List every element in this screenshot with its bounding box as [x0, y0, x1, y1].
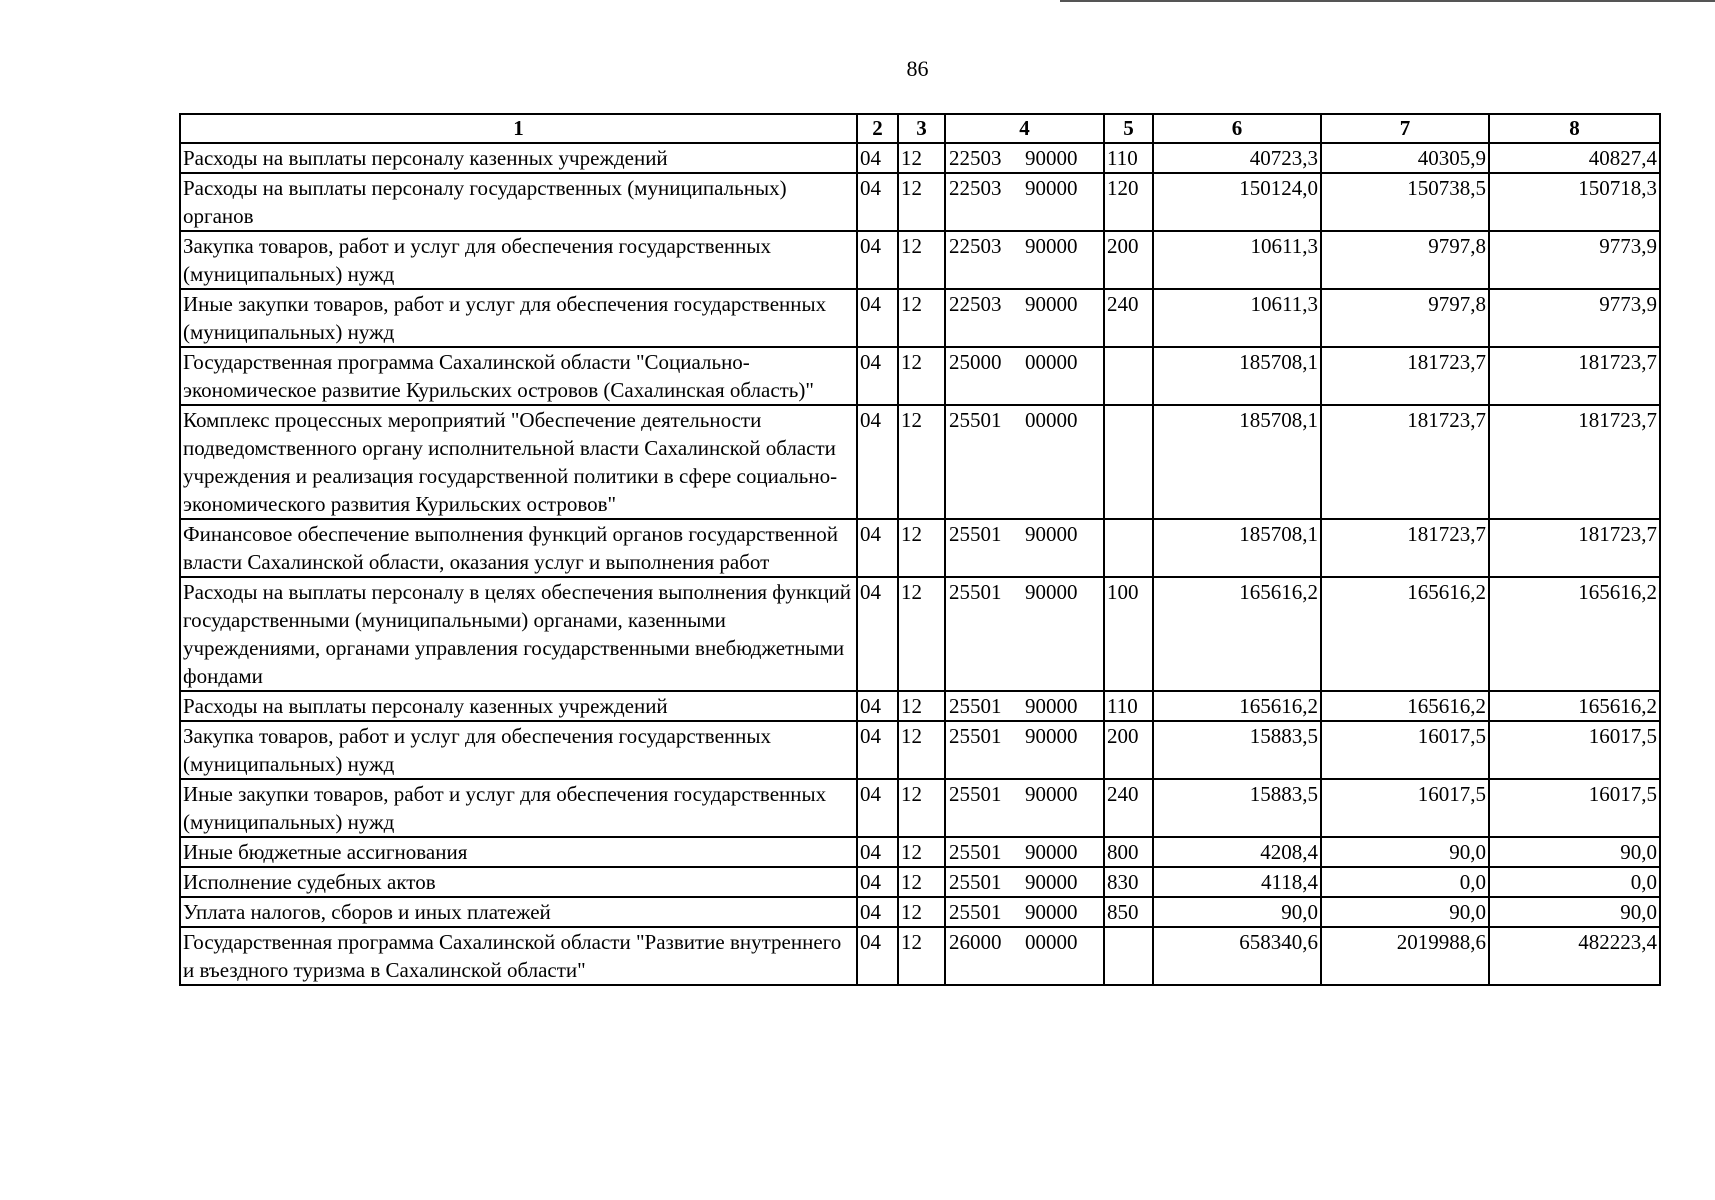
amount-col-8: 0,0 [1489, 867, 1660, 897]
section-code: 04 [857, 837, 898, 867]
page-number: 86 [906, 56, 929, 81]
expense-type-code: 120 [1104, 173, 1153, 231]
expense-type-code: 200 [1104, 721, 1153, 779]
table-body [180, 143, 1660, 985]
target-article-code [945, 347, 1104, 405]
target-article-code [945, 577, 1104, 691]
direction-code: 90000 [1025, 900, 1078, 924]
program-code: 25000 [949, 350, 1002, 374]
scan-edge-line [1060, 0, 1715, 2]
target-article-code [945, 231, 1104, 289]
row-name: Расходы на выплаты персоналу в целях обеспечения выполнения функций государственными (муниципальными) органами, казенными учреждениями, органами управления государственными внебюджетными фондами [180, 577, 857, 691]
amount-col-6: 150124,0 [1153, 173, 1321, 231]
table-row [180, 897, 1660, 927]
target-article-code [945, 927, 1104, 985]
program-code: 25501 [949, 900, 1002, 924]
column-header-3: 3 [898, 114, 945, 143]
row-name: Уплата налогов, сборов и иных платежей [180, 897, 857, 927]
table-row [180, 289, 1660, 347]
expense-type-code [1104, 519, 1153, 577]
amount-col-8: 16017,5 [1489, 721, 1660, 779]
program-code: 25501 [949, 870, 1002, 894]
amount-col-8: 9773,9 [1489, 289, 1660, 347]
program-code: 25501 [949, 694, 1002, 718]
table-row [180, 577, 1660, 691]
row-name: Закупка товаров, работ и услуг для обеспечения государственных (муниципальных) нужд [180, 231, 857, 289]
row-name: Государственная программа Сахалинской области "Социально-экономическое развитие Курильских островов (Сахалинская область)" [180, 347, 857, 405]
amount-col-8: 482223,4 [1489, 927, 1660, 985]
subsection-code: 12 [898, 577, 945, 691]
amount-col-6: 185708,1 [1153, 347, 1321, 405]
row-name: Исполнение судебных актов [180, 867, 857, 897]
section-code: 04 [857, 779, 898, 837]
amount-col-8: 90,0 [1489, 897, 1660, 927]
subsection-code: 12 [898, 173, 945, 231]
subsection-code: 12 [898, 289, 945, 347]
section-code: 04 [857, 289, 898, 347]
subsection-code: 12 [898, 691, 945, 721]
amount-col-8: 150718,3 [1489, 173, 1660, 231]
amount-col-6: 185708,1 [1153, 519, 1321, 577]
amount-col-7: 181723,7 [1321, 347, 1489, 405]
table-row [180, 347, 1660, 405]
expense-type-code: 110 [1104, 143, 1153, 173]
direction-code: 90000 [1025, 292, 1078, 316]
direction-code: 90000 [1025, 234, 1078, 258]
amount-col-8: 165616,2 [1489, 577, 1660, 691]
amount-col-8: 9773,9 [1489, 231, 1660, 289]
amount-col-7: 9797,8 [1321, 289, 1489, 347]
section-code: 04 [857, 519, 898, 577]
expense-type-code: 830 [1104, 867, 1153, 897]
subsection-code: 12 [898, 143, 945, 173]
direction-code: 90000 [1025, 146, 1078, 170]
section-code: 04 [857, 691, 898, 721]
direction-code: 90000 [1025, 724, 1078, 748]
expense-type-code: 110 [1104, 691, 1153, 721]
direction-code: 00000 [1025, 408, 1078, 432]
row-name: Комплекс процессных мероприятий "Обеспечение деятельности подведомственного органу исполнительной власти Сахалинской области учреждения и реализация государственной политики в сфере социально-экономического развития Курильских островов" [180, 405, 857, 519]
section-code: 04 [857, 231, 898, 289]
subsection-code: 12 [898, 897, 945, 927]
expense-type-code [1104, 347, 1153, 405]
table-row [180, 143, 1660, 173]
amount-col-7: 150738,5 [1321, 173, 1489, 231]
subsection-code: 12 [898, 927, 945, 985]
subsection-code: 12 [898, 837, 945, 867]
direction-code: 90000 [1025, 522, 1078, 546]
direction-code: 90000 [1025, 580, 1078, 604]
program-code: 26000 [949, 930, 1002, 954]
amount-col-8: 181723,7 [1489, 519, 1660, 577]
expense-type-code: 850 [1104, 897, 1153, 927]
section-code: 04 [857, 897, 898, 927]
amount-col-7: 90,0 [1321, 837, 1489, 867]
target-article-code [945, 519, 1104, 577]
amount-col-8: 16017,5 [1489, 779, 1660, 837]
column-header-7: 7 [1321, 114, 1489, 143]
subsection-code: 12 [898, 779, 945, 837]
target-article-code [945, 691, 1104, 721]
amount-col-7: 181723,7 [1321, 405, 1489, 519]
section-code: 04 [857, 927, 898, 985]
amount-col-6: 10611,3 [1153, 289, 1321, 347]
target-article-code [945, 405, 1104, 519]
target-article-code [945, 837, 1104, 867]
section-code: 04 [857, 577, 898, 691]
table-row [180, 519, 1660, 577]
column-header-4: 4 [945, 114, 1104, 143]
subsection-code: 12 [898, 347, 945, 405]
program-code: 25501 [949, 840, 1002, 864]
amount-col-7: 9797,8 [1321, 231, 1489, 289]
expense-type-code: 200 [1104, 231, 1153, 289]
row-name: Иные закупки товаров, работ и услуг для обеспечения государственных (муниципальных) нужд [180, 289, 857, 347]
amount-col-6: 10611,3 [1153, 231, 1321, 289]
program-code: 25501 [949, 782, 1002, 806]
row-name: Закупка товаров, работ и услуг для обеспечения государственных (муниципальных) нужд [180, 721, 857, 779]
amount-col-6: 185708,1 [1153, 405, 1321, 519]
subsection-code: 12 [898, 405, 945, 519]
amount-col-6: 4208,4 [1153, 837, 1321, 867]
amount-col-6: 165616,2 [1153, 577, 1321, 691]
amount-col-7: 165616,2 [1321, 577, 1489, 691]
column-header-6: 6 [1153, 114, 1321, 143]
direction-code: 90000 [1025, 782, 1078, 806]
table-row [180, 867, 1660, 897]
amount-col-6: 15883,5 [1153, 721, 1321, 779]
expense-type-code: 100 [1104, 577, 1153, 691]
amount-col-7: 165616,2 [1321, 691, 1489, 721]
amount-col-7: 16017,5 [1321, 779, 1489, 837]
target-article-code [945, 143, 1104, 173]
direction-code: 00000 [1025, 930, 1078, 954]
direction-code: 00000 [1025, 350, 1078, 374]
target-article-code [945, 867, 1104, 897]
target-article-code [945, 721, 1104, 779]
direction-code: 90000 [1025, 176, 1078, 200]
subsection-code: 12 [898, 721, 945, 779]
program-code: 22503 [949, 234, 1002, 258]
expense-type-code [1104, 927, 1153, 985]
column-header-5: 5 [1104, 114, 1153, 143]
column-header-1: 1 [180, 114, 857, 143]
budget-table [179, 113, 1661, 986]
row-name: Иные закупки товаров, работ и услуг для обеспечения государственных (муниципальных) нужд [180, 779, 857, 837]
amount-col-7: 2019988,6 [1321, 927, 1489, 985]
section-code: 04 [857, 721, 898, 779]
table-row [180, 405, 1660, 519]
direction-code: 90000 [1025, 840, 1078, 864]
program-code: 22503 [949, 292, 1002, 316]
column-header-8: 8 [1489, 114, 1660, 143]
amount-col-7: 16017,5 [1321, 721, 1489, 779]
amount-col-8: 181723,7 [1489, 405, 1660, 519]
target-article-code [945, 897, 1104, 927]
program-code: 22503 [949, 176, 1002, 200]
amount-col-8: 165616,2 [1489, 691, 1660, 721]
section-code: 04 [857, 347, 898, 405]
amount-col-7: 40305,9 [1321, 143, 1489, 173]
table-row [180, 691, 1660, 721]
amount-col-6: 90,0 [1153, 897, 1321, 927]
table-header-row [180, 114, 1660, 143]
amount-col-6: 40723,3 [1153, 143, 1321, 173]
direction-code: 90000 [1025, 870, 1078, 894]
section-code: 04 [857, 173, 898, 231]
subsection-code: 12 [898, 231, 945, 289]
section-code: 04 [857, 867, 898, 897]
row-name: Расходы на выплаты персоналу казенных учреждений [180, 691, 857, 721]
subsection-code: 12 [898, 867, 945, 897]
amount-col-6: 658340,6 [1153, 927, 1321, 985]
row-name: Государственная программа Сахалинской области "Развитие внутреннего и въездного туризма в Сахалинской области" [180, 927, 857, 985]
table-row [180, 779, 1660, 837]
table-row [180, 927, 1660, 985]
table-row [180, 721, 1660, 779]
amount-col-7: 90,0 [1321, 897, 1489, 927]
table-row [180, 173, 1660, 231]
amount-col-7: 0,0 [1321, 867, 1489, 897]
table-row [180, 837, 1660, 867]
program-code: 25501 [949, 724, 1002, 748]
target-article-code [945, 289, 1104, 347]
row-name: Расходы на выплаты персоналу государственных (муниципальных) органов [180, 173, 857, 231]
amount-col-8: 90,0 [1489, 837, 1660, 867]
program-code: 25501 [949, 580, 1002, 604]
program-code: 25501 [949, 522, 1002, 546]
column-header-2: 2 [857, 114, 898, 143]
target-article-code [945, 173, 1104, 231]
subsection-code: 12 [898, 519, 945, 577]
expense-type-code: 800 [1104, 837, 1153, 867]
section-code: 04 [857, 143, 898, 173]
amount-col-7: 181723,7 [1321, 519, 1489, 577]
amount-col-6: 15883,5 [1153, 779, 1321, 837]
program-code: 25501 [949, 408, 1002, 432]
amount-col-6: 4118,4 [1153, 867, 1321, 897]
amount-col-6: 165616,2 [1153, 691, 1321, 721]
amount-col-8: 40827,4 [1489, 143, 1660, 173]
expense-type-code: 240 [1104, 779, 1153, 837]
table-row [180, 231, 1660, 289]
expense-type-code [1104, 405, 1153, 519]
row-name: Расходы на выплаты персоналу казенных учреждений [180, 143, 857, 173]
row-name: Иные бюджетные ассигнования [180, 837, 857, 867]
section-code: 04 [857, 405, 898, 519]
expense-type-code: 240 [1104, 289, 1153, 347]
row-name: Финансовое обеспечение выполнения функций органов государственной власти Сахалинской области, оказания услуг и выполнения работ [180, 519, 857, 577]
target-article-code [945, 779, 1104, 837]
direction-code: 90000 [1025, 694, 1078, 718]
program-code: 22503 [949, 146, 1002, 170]
amount-col-8: 181723,7 [1489, 347, 1660, 405]
